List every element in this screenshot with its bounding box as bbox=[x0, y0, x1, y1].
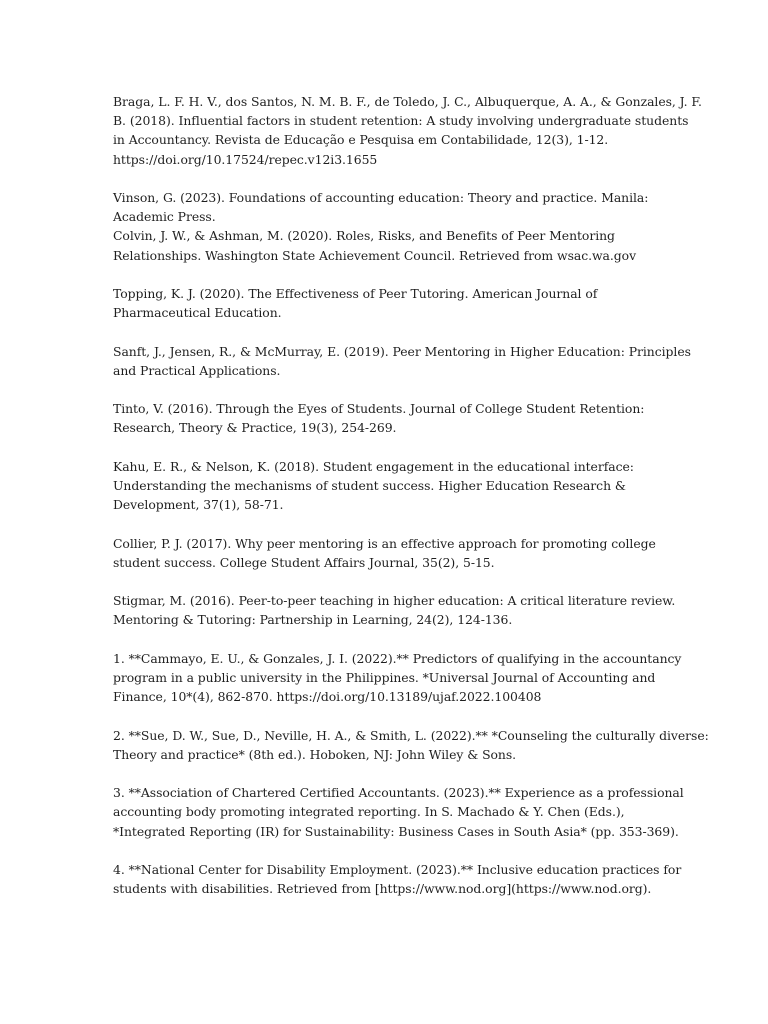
reference-entry-topping bbox=[113, 284, 658, 322]
reference-line: Pharmaceutical Education. bbox=[113, 305, 282, 321]
reference-line: Colvin, J. W., & Ashman, M. (2020). Roles, Risks, and Benefits of Peer Mentoring bbox=[113, 228, 615, 244]
reference-entry-kahu bbox=[113, 457, 658, 515]
reference-line: Theory and practice* (8th ed.). Hoboken, NJ: John Wiley & Sons. bbox=[113, 746, 517, 762]
reference-line: Sanft, J., Jensen, R., & McMurray, E. (2019). Peer Mentoring in Higher Education: Principles bbox=[113, 343, 691, 359]
reference-line: program in a public university in the Philippines. *Universal Journal of Accounting and bbox=[113, 669, 656, 685]
reference-entry-tinto bbox=[113, 399, 658, 437]
reference-line: B. (2018). Influential factors in student retention: A study involving undergraduate students bbox=[113, 113, 689, 129]
reference-line: Collier, P. J. (2017). Why peer mentoring is an effective approach for promoting college bbox=[113, 535, 656, 551]
reference-line: Tinto, V. (2016). Through the Eyes of Students. Journal of College Student Retention: bbox=[113, 401, 645, 417]
reference-entry-braga bbox=[113, 92, 702, 169]
reference-line: *Integrated Reporting (IR) for Sustainability: Business Cases in South Asia* (pp. 353-369). bbox=[113, 823, 679, 839]
reference-line: Finance, 10*(4), 862-870. https://doi.org/10.13189/ujaf.2022.100408 bbox=[113, 689, 542, 705]
reference-line: and Practical Applications. bbox=[113, 362, 281, 378]
reference-line: Mentoring & Tutoring: Partnership in Learning, 24(2), 124-136. bbox=[113, 612, 513, 628]
reference-line: Understanding the mechanisms of student success. Higher Education Research & bbox=[113, 477, 626, 493]
reference-line: Stigmar, M. (2016). Peer-to-peer teaching in higher education: A critical literature review. bbox=[113, 593, 676, 609]
reference-entry-sue bbox=[113, 726, 709, 764]
reference-line: Relationships. Washington State Achievement Council. Retrieved from wsac.wa.gov bbox=[113, 247, 637, 263]
reference-line: student success. College Student Affairs Journal, 35(2), 5-15. bbox=[113, 554, 495, 570]
reference-entry-colvin bbox=[113, 226, 658, 264]
reference-entry-cammayo bbox=[113, 649, 682, 707]
reference-list bbox=[113, 92, 709, 918]
reference-line: Topping, K. J. (2020). The Effectiveness of Peer Tutoring. American Journal of bbox=[113, 286, 598, 301]
reference-line: https://doi.org/10.17524/repec.v12i3.1655 bbox=[113, 151, 378, 167]
reference-entry-collier bbox=[113, 534, 658, 572]
reference-line: 3. **Association of Chartered Certified Accountants. (2023).** Experience as a professional bbox=[113, 785, 684, 801]
reference-entry-vinson bbox=[113, 188, 658, 226]
reference-line: in Accountancy. Revista de Educação e Pesquisa em Contabilidade, 12(3), 1-12. bbox=[113, 132, 609, 148]
reference-entry-ncde bbox=[113, 860, 682, 898]
reference-entry-sanft bbox=[113, 342, 691, 380]
reference-line: 1. **Cammayo, E. U., & Gonzales, J. I. (2022).** Predictors of qualifying in the accountancy bbox=[113, 650, 682, 666]
reference-line: 2. **Sue, D. W., Sue, D., Neville, H. A., & Smith, L. (2022).** *Counseling the culturally diverse: bbox=[113, 727, 709, 743]
reference-line: Development, 37(1), 58-71. bbox=[113, 497, 284, 513]
reference-entry-stigmar bbox=[113, 591, 676, 629]
reference-line: Academic Press. bbox=[113, 209, 216, 225]
reference-line: 4. **National Center for Disability Employment. (2023).** Inclusive education practices for bbox=[113, 861, 682, 877]
reference-entry-acca bbox=[113, 783, 684, 841]
reference-line: students with disabilities. Retrieved from [https://www.nod.org](https://www.nod.org). bbox=[113, 881, 652, 897]
reference-line: Vinson, G. (2023). Foundations of accounting education: Theory and practice. Manila: bbox=[113, 190, 649, 205]
reference-line: accounting body promoting integrated reporting. In S. Machado & Y. Chen (Eds.), bbox=[113, 804, 625, 820]
reference-line: Braga, L. F. H. V., dos Santos, N. M. B. F., de Toledo, J. C., Albuquerque, A. A., & Gonzales, J. F. bbox=[113, 94, 702, 109]
reference-line: Research, Theory & Practice, 19(3), 254-269. bbox=[113, 420, 397, 436]
reference-line: Kahu, E. R., & Nelson, K. (2018). Student engagement in the educational interface: bbox=[113, 458, 634, 474]
